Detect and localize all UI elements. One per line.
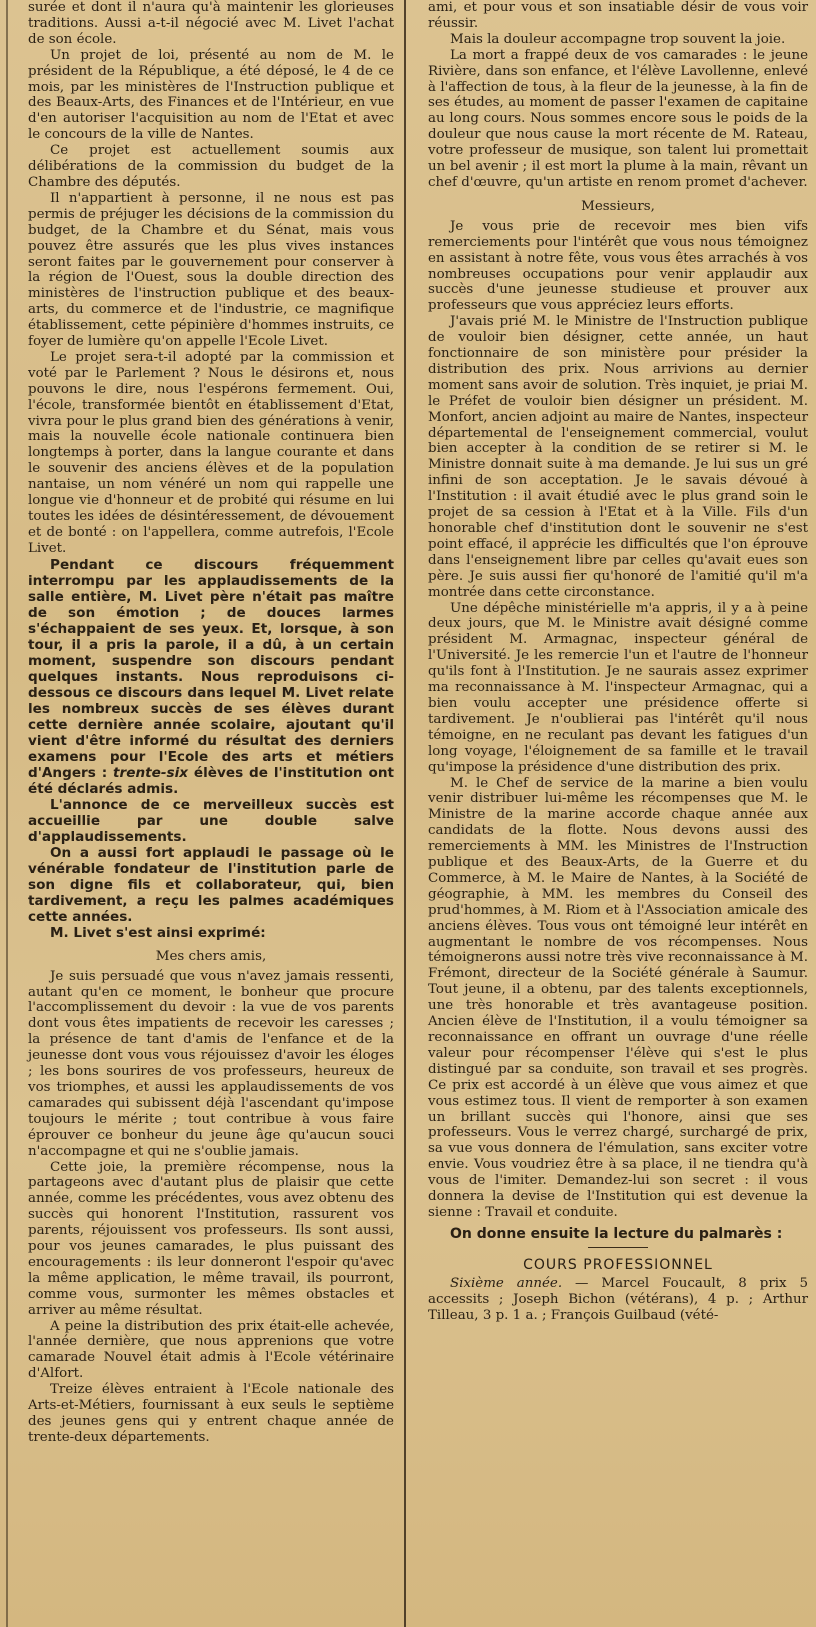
left-paragraph-8: M. Livet s'est ainsi exprimé:: [50, 924, 266, 941]
left-paragraph-7: On a aussi fort applaudi le passage où le vénérable fondateur de l'institution parle de son digne fils et collaborateur, qui, bien tardivement, a reçu les palmes académiques cette années.: [28, 844, 394, 925]
left-paragraph-1: Un projet de loi, présenté au nom de M. le président de la République, a été déposé, le 4 de ce mois, par les ministères de l'Instruction publique et des Beaux-Arts, des Finances et de l'Intérieur, en vue d'en autoriser l'acquisition au nom de l'Etat et avec le concours de la ville de Nantes.: [28, 47, 394, 143]
left-paragraph-3: Il n'appartient à personne, il ne nous est pas permis de préjuger les décisions de la commission du budget, de la Chambre et du Sénat, mais vous pouvez être assurés que les plus vives instances seront faites par le gouvernement pour conserver à la région de l'Ouest, sous la double direction des ministères de l'instruction publique et des beaux-arts, du commerce et de l'industrie, ce magnifique établissement, cette pépinière d'hommes instruits, ce foyer de lumière qu'on appelle l'Ecole Livet.: [28, 190, 394, 350]
section-separator: [588, 1247, 648, 1248]
left-paragraph-0: surée et dont il n'aura qu'à maintenir les glorieuses traditions. Aussi a-t-il négocié avec M. Livet l'achat de son école.: [28, 0, 394, 47]
left-paragraph-5-emphasis: trente-six: [113, 764, 189, 781]
left-paragraph-12: Treize élèves entraient à l'Ecole nationale des Arts-et-Métiers, fournissant à eux seuls le septième des jeunes gens qui y entrent chaque année de trente-deux départements.: [28, 1382, 394, 1445]
right-paragraph-6: M. le Chef de service de la marine a bien voulu venir distribuer lui-même les récompenses que M. le Ministre de la marine accorde chaque année aux candidats de la flotte. Nous devons aussi des remerciements à MM. les Ministres de l'Instruction publique et des Beaux-Arts, de la Guerre et du Commerce, à M. le Maire de Nantes, à la Société de géographie, à MM. les membres du Conseil des prud'hommes, à M. Riom et à l'Association amicale des anciens élèves. Tous vous ont témoigné leur intérêt en augmentant le nombre de vos récompenses. Nous témoignerons aussi notre très vive reconnaissance à M. Frémont, directeur de la Société générale à Saumur. Tout jeune, il a obtenu, par des talents exceptionnels, une très honorable et très avantageuse position. Ancien élève de l'Institution, il a voulu témoigner sa reconnaissance en offrant un ouvrage d'une réelle valeur pour récompenser l'élève qui s'est le plus distingué par sa conduite, son travail et ses progrès. Ce prix est accordé à un élève que vous aimez et que vous estimez tous. Il vient de remporter à son examen un brillant succès qui l'honore, ainsi que ses professeurs. Vous le verrez chargé, surchargé de prix, sa vue vous donnera de l'émulation, sans exciter votre envie. Vous voudriez être à sa place, il ne tiendra qu'à vous de l'imiter. Demandez-lui son secret : il vous donnera la devise de l'Institution qui est devenue la sienne : Travail et conduite.: [428, 775, 808, 1220]
left-paragraph-2: Ce projet est actuellement soumis aux délibérations de la commission du budget de la Chambre des députés.: [28, 143, 394, 190]
right-column: [416, 0, 816, 1627]
left-paragraph-6: L'annonce de ce merveilleux succès est accueillie par une double salve d'applaudissements.: [28, 796, 394, 845]
right-salutation: Messieurs,: [581, 198, 655, 214]
left-paragraph-9: Je suis persuadé que vous n'avez jamais ressenti, autant qu'en ce moment, le bonheur que procure l'accomplissement du devoir : la vue de vos parents dont vous êtes impatients de recevoir les caresses ; la présence de tant d'amis de l'enfance et de la jeunesse dont vous vous réjouissez d'avoir les éloges ; les bons sourires de vos professeurs, heureux de vos triomphes, et aussi les applaudissements de vos camarades qui subissent déjà l'ascendant qu'impose toujours le mérite ; tout contribue à vous faire éprouver ce bonheur du jeune âge qu'aucun souci n'accompagne et qui ne s'oublie jamais.: [28, 968, 394, 1159]
left-paragraph-4: Le projet sera-t-il adopté par la commission et voté par le Parlement ? Nous le désirons et, nous pouvons le dire, nous l'espérons fermement. Oui, l'école, transformée bientôt en établissement d'Etat, vivra pour le plus grand bien des générations à venir, mais la nouvelle école nationale continuera bien longtemps à porter, dans la langue courante et dans le souvenir des anciens élèves et de la population nantaise, un nom vénéré un nom qui rappelle une longue vie d'honneur et de probité qui résume en lui toutes les idées de désintéressement, de dévouement et de bonté : on l'appellera, comme autrefois, l'Ecole Livet.: [28, 349, 394, 556]
section-title: COURS PROFESSIONNEL: [523, 1256, 713, 1273]
palmares-label: Sixième année.: [450, 1275, 563, 1291]
palmares-text: — Marcel Foucault, 8 prix 5 accessits ; Joseph Bichon (vétérans), 4 p. ; Arthur Tilleau, 3 p. 1 a. ; François Guilbaud (vété-: [428, 1275, 808, 1323]
right-paragraph-2: La mort a frappé deux de vos camarades : le jeune Rivière, dans son enfance, et l'élève Lavollenne, enlevé à l'affection de tous, à la fleur de la jeunesse, à la fin de ses études, au moment de passer l'examen de capitaine au long cours. Nous sommes encore sous le poids de la douleur que nous cause la mort récente de M. Rateau, votre professeur de musique, son talent lui promettait un bel avenir ; il est mort la plume à la main, rêvant un chef d'œuvre, qu'un artiste en renom promet d'achever.: [428, 47, 808, 190]
palmares-entry: [428, 1276, 808, 1324]
column-rule: [404, 0, 406, 1627]
right-paragraph-3: Je vous prie de recevoir mes bien vifs remerciements pour l'intérêt que vous nous témoignez en assistant à notre fête, vous vous êtes arrachés à vos nombreuses occupations pour venir applaudir aux succès d'une jeunesse studieuse et prouver aux professeurs que vous appréciez leurs efforts.: [428, 218, 808, 314]
palmares-intro: On donne ensuite la lecture du palmarès :: [450, 1225, 783, 1242]
left-paragraph-5: [28, 557, 394, 797]
right-paragraph-4: J'avais prié M. le Ministre de l'Instruction publique de vouloir bien désigner, cette année, un haut fonctionnaire de son ministère pour présider la distribution des prix. Nous arrivions au dernier moment sans avoir de solution. Très inquiet, je priai M. le Préfet de vouloir bien désigner un président. M. Monfort, ancien adjoint au maire de Nantes, inspecteur départemental de l'enseignement commercial, voulut bien accepter à la condition de se retirer si M. le Ministre donnait suite à ma demande. Je lui sus un gré infini de son acceptation. Je le savais dévoué à l'Institution : il avait étudié avec le plus grand soin le projet de sa cession à l'Etat et à la Ville. Fils d'un honorable chef d'institution dont le souvenir ne s'est point effacé, il apprécie les difficultés que l'on éprouve dans l'enseignement libre par celles qu'avait eues son père. Je suis aussi fier qu'honoré de l'amitié qu'il m'a montrée dans cette circonstance.: [428, 314, 808, 600]
left-paragraph-5-end: élèves de l'institution ont été déclarés admis.: [28, 764, 394, 797]
left-column: [12, 0, 400, 1627]
left-paragraph-11: A peine la distribution des prix était-elle achevée, l'année dernière, que nous apprenions que votre camarade Nouvel était admis à l'Ecole vétérinaire d'Alfort.: [28, 1318, 394, 1382]
left-paragraph-5-text: Pendant ce discours fréquemment interrompu par les applaudissements de la salle entière, M. Livet père n'était pas maître de son émotion ; de douces larmes s'échappaient de ses yeux. Et, lorsque, à son tour, il a pris la parole, il a dû, à un certain moment, suspendre son discours pendant quelques instants. Nous reproduisons ci-dessous ce discours dans lequel M. Livet relate les nombreux succès de ses élèves durant cette dernière année scolaire, ajoutant qu'il vient d'être informé du résultat des derniers examens pour l'Ecole des arts et métiers d'Angers :: [28, 556, 394, 781]
left-salutation: Mes chers amis,: [155, 948, 267, 964]
right-paragraph-5: Une dépêche ministérielle m'a appris, il y a à peine deux jours, que M. le Ministre avait désigné comme président M. Armagnac, inspecteur général de l'Université. Je les remercie l'un et l'autre de l'honneur qu'ils font à l'Institution. Je ne saurais assez exprimer ma reconnaissance à M. l'inspecteur Armagnac, qui a bien voulu accepter une présidence offerte si tardivement. Je n'oublierai pas l'intérêt qu'il nous témoigne, en ne reculant pas devant les fatigues d'un long voyage, l'éloignement de sa famille et le travail qu'impose la présidence d'une distribution des prix.: [428, 600, 808, 775]
left-edge-rule: [6, 0, 8, 1627]
right-paragraph-0: ami, et pour vous et son insatiable désir de vous voir réussir.: [428, 0, 808, 31]
left-paragraph-10: Cette joie, la première récompense, nous la partageons avec d'autant plus de plaisir que cette année, comme les précédentes, vous avez obtenu des succès qui honorent l'Institution, rassurent vos parents, réjouissent vos professeurs. Ils sont aussi, pour vos jeunes camarades, le plus puissant des encouragements : ils leur donneront l'espoir qu'avec la même application, le même travail, ils pourront, comme vous, surmonter les mêmes obstacles et arriver au même résultat.: [28, 1159, 394, 1318]
right-paragraph-1: Mais la douleur accompagne trop souvent la joie.: [450, 31, 786, 47]
